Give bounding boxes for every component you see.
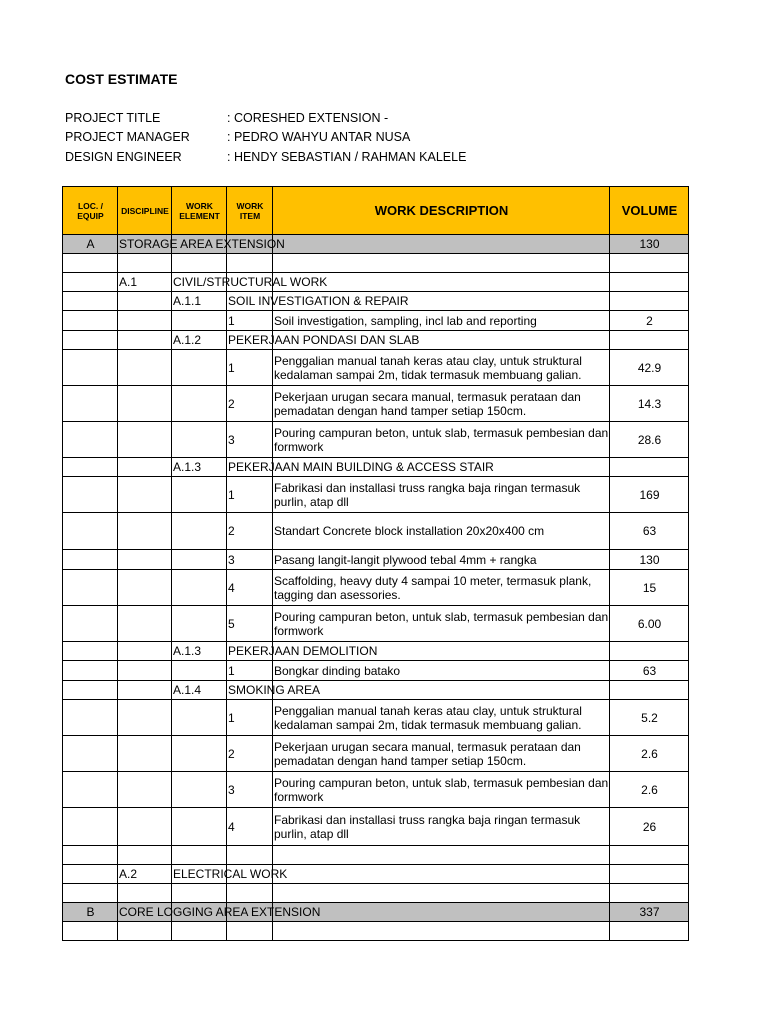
element-code: A.1.4 (173, 683, 202, 697)
work-item-row (63, 808, 689, 846)
table-cell (118, 642, 172, 661)
blank-row (63, 884, 689, 903)
table-cell (118, 386, 172, 422)
item-no: 4 (228, 580, 235, 595)
item-no-cell (227, 570, 273, 606)
cost-estimate-table (62, 186, 689, 941)
element-code: A.1.3 (173, 460, 202, 474)
work-element-row (63, 642, 689, 661)
table-cell (172, 884, 227, 903)
item-description: Pouring campuran beton, untuk slab, termasuk pembesian dan formwork (274, 609, 609, 638)
info-value: : HENDY SEBASTIAN / RAHMAN KALELE (227, 150, 467, 164)
table-cell (172, 700, 227, 736)
table-cell (273, 235, 610, 254)
volume-value: 337 (639, 905, 660, 919)
table-cell (118, 254, 172, 273)
section-loc: B (86, 905, 95, 919)
header-volume: VOLUME (610, 187, 689, 235)
item-description: Pekerjaan urugan secara manual, termasuk perataan dan pemadatan dengan hand tamper setiap 150cm. (274, 389, 581, 418)
volume-cell (610, 661, 689, 681)
table-cell (610, 292, 689, 311)
table-header-row (63, 187, 689, 235)
table-cell (172, 772, 227, 808)
volume-cell (610, 422, 689, 458)
volume-cell (610, 808, 689, 846)
volume-cell (610, 311, 689, 331)
element-code-cell (172, 331, 227, 350)
table-cell (610, 922, 689, 941)
work-item-row (63, 550, 689, 570)
table-cell (63, 331, 118, 350)
table-cell (63, 513, 118, 550)
table-cell (118, 570, 172, 606)
item-no: 4 (228, 819, 235, 834)
volume-cell (610, 235, 689, 254)
item-no-cell (227, 808, 273, 846)
item-no: 2 (228, 746, 235, 761)
item-no-cell (227, 550, 273, 570)
item-description-cell (273, 661, 610, 681)
table-cell (118, 513, 172, 550)
table-cell (118, 477, 172, 513)
table-cell (610, 884, 689, 903)
work-element-row (63, 458, 689, 477)
table-cell (172, 606, 227, 642)
element-title-cell (227, 458, 494, 477)
item-no-cell (227, 311, 273, 331)
volume-value: 2 (646, 313, 653, 328)
discipline-code-cell (118, 865, 172, 884)
table-cell (172, 311, 227, 331)
table-cell (172, 386, 227, 422)
item-description-cell (273, 311, 610, 331)
table-cell (63, 661, 118, 681)
volume-value: 169 (639, 487, 660, 502)
table-cell (273, 681, 610, 700)
item-description-cell (273, 513, 610, 550)
item-description-cell (273, 350, 610, 386)
element-code: A.1.3 (173, 644, 202, 658)
item-description: Bongkar dinding batako (274, 663, 401, 678)
table-body (63, 235, 689, 941)
item-description-cell (273, 772, 610, 808)
volume-cell (610, 570, 689, 606)
element-title: SOIL INVESTIGATION & REPAIR (228, 294, 409, 308)
volume-value: 26 (642, 819, 657, 834)
volume-cell (610, 606, 689, 642)
item-description-cell (273, 550, 610, 570)
header-discipline: DISCIPLINE (118, 187, 172, 235)
volume-value: 2.6 (641, 782, 658, 797)
item-description: Penggalian manual tanah keras atau clay, untuk struktural kedalaman sampai 2m, tidak termasuk membuang galian. (274, 353, 582, 382)
table-cell (172, 254, 227, 273)
volume-cell (610, 550, 689, 570)
table-cell (172, 550, 227, 570)
table-cell (610, 458, 689, 477)
discipline-title: ELECTRICAL WORK (173, 867, 288, 881)
item-description-cell (273, 570, 610, 606)
work-item-row (63, 386, 689, 422)
blank-row (63, 922, 689, 941)
element-code-cell (172, 458, 227, 477)
table-cell (610, 273, 689, 292)
work-item-row (63, 661, 689, 681)
volume-cell (610, 513, 689, 550)
item-no: 3 (228, 782, 235, 797)
header-work-description: WORK DESCRIPTION (273, 187, 610, 235)
section-row (63, 235, 689, 254)
section-loc: A (86, 237, 95, 251)
table-cell (118, 922, 172, 941)
discipline-code-cell (118, 273, 172, 292)
item-description-cell (273, 477, 610, 513)
table-cell (63, 922, 118, 941)
table-cell (273, 884, 610, 903)
info-value: : PEDRO WAHYU ANTAR NUSA (227, 130, 411, 144)
table-cell (63, 642, 118, 661)
info-label: DESIGN ENGINEER (65, 150, 182, 164)
volume-value: 130 (639, 237, 660, 251)
section-title-cell (118, 235, 285, 254)
element-title-cell (227, 681, 321, 700)
item-no: 1 (228, 663, 235, 678)
table-cell (63, 458, 118, 477)
volume-value: 6.00 (637, 616, 662, 631)
table-cell (63, 772, 118, 808)
table-cell (273, 903, 610, 922)
volume-cell (610, 477, 689, 513)
work-item-row (63, 772, 689, 808)
section-title: STORAGE AREA EXTENSION (119, 237, 285, 251)
volume-value: 28.6 (637, 432, 662, 447)
item-description: Fabrikasi dan installasi truss rangka baja ringan termasuk purlin, atap dll (274, 480, 581, 509)
header-work-element: WORK ELEMENT (172, 187, 227, 235)
table-cell (172, 570, 227, 606)
table-cell (172, 808, 227, 846)
table-cell (610, 865, 689, 884)
table-cell (172, 477, 227, 513)
table-cell (63, 254, 118, 273)
item-no: 3 (228, 432, 235, 447)
section-loc-cell (63, 235, 118, 254)
table-cell (63, 736, 118, 772)
table-cell (118, 550, 172, 570)
item-no: 2 (228, 396, 235, 411)
element-title-cell (227, 292, 409, 311)
item-description: Pasang langit-langit plywood tebal 4mm + rangka (274, 552, 537, 567)
table-cell (273, 254, 610, 273)
table-cell (118, 311, 172, 331)
header-loc: LOC. / EQUIP (63, 187, 118, 235)
work-item-row (63, 513, 689, 550)
item-no-cell (227, 700, 273, 736)
volume-value: 2.6 (641, 746, 658, 761)
work-item-row (63, 477, 689, 513)
document-title: COST ESTIMATE (65, 71, 178, 87)
table-cell (63, 477, 118, 513)
element-code: A.1.1 (173, 294, 202, 308)
table-cell (273, 922, 610, 941)
section-row (63, 903, 689, 922)
item-description: Penggalian manual tanah keras atau clay, untuk struktural kedalaman sampai 2m, tidak termasuk membuang galian. (274, 703, 582, 732)
item-no-cell (227, 736, 273, 772)
item-description-cell (273, 808, 610, 846)
table-cell (118, 808, 172, 846)
table-cell (63, 311, 118, 331)
discipline-row (63, 273, 689, 292)
item-no-cell (227, 350, 273, 386)
work-item-row (63, 606, 689, 642)
table-cell (63, 386, 118, 422)
work-element-row (63, 331, 689, 350)
table-cell (172, 846, 227, 865)
work-item-row (63, 422, 689, 458)
table-cell (63, 884, 118, 903)
element-title: PEKERJAAN DEMOLITION (228, 644, 378, 658)
table-cell (118, 458, 172, 477)
table-cell (63, 606, 118, 642)
item-no-cell (227, 606, 273, 642)
table-cell (118, 846, 172, 865)
volume-cell (610, 736, 689, 772)
table-cell (610, 681, 689, 700)
discipline-title-cell (172, 273, 328, 292)
item-description-cell (273, 606, 610, 642)
discipline-code: A.2 (119, 867, 138, 881)
table-cell (610, 642, 689, 661)
element-code-cell (172, 681, 227, 700)
discipline-title: CIVIL/STRUCTURAL WORK (173, 275, 328, 289)
table-cell (118, 681, 172, 700)
table-cell (172, 422, 227, 458)
item-description-cell (273, 422, 610, 458)
table-cell (63, 550, 118, 570)
table-cell (63, 681, 118, 700)
table-cell (118, 661, 172, 681)
item-no-cell (227, 513, 273, 550)
element-title: PEKERJAAN PONDASI DAN SLAB (228, 333, 420, 347)
item-description-cell (273, 386, 610, 422)
work-item-row (63, 700, 689, 736)
element-code-cell (172, 642, 227, 661)
table-cell (227, 254, 273, 273)
item-no-cell (227, 477, 273, 513)
item-description: Fabrikasi dan installasi truss rangka baja ringan termasuk purlin, atap dll (274, 812, 581, 841)
work-item-row (63, 311, 689, 331)
item-no-cell (227, 661, 273, 681)
table-cell (63, 846, 118, 865)
section-title: CORE LOGGING AREA EXTENSION (119, 905, 321, 919)
item-no-cell (227, 422, 273, 458)
table-cell (118, 606, 172, 642)
item-no: 1 (228, 360, 235, 375)
blank-row (63, 254, 689, 273)
table-cell (227, 884, 273, 903)
item-no: 1 (228, 487, 235, 502)
work-element-row (63, 292, 689, 311)
info-label: PROJECT MANAGER (65, 130, 190, 144)
item-no-cell (227, 386, 273, 422)
volume-value: 5.2 (641, 710, 658, 725)
element-code-cell (172, 292, 227, 311)
volume-cell (610, 386, 689, 422)
item-description-cell (273, 736, 610, 772)
item-description: Standart Concrete block installation 20x20x400 cm (274, 524, 545, 538)
volume-value: 130 (639, 552, 660, 567)
header-work-item: WORK ITEM (227, 187, 273, 235)
table-cell (610, 846, 689, 865)
table-cell (172, 350, 227, 386)
volume-cell (610, 772, 689, 808)
volume-cell (610, 903, 689, 922)
section-title-cell (118, 903, 321, 922)
element-title-cell (227, 331, 420, 350)
element-title: SMOKING AREA (228, 683, 321, 697)
table-cell (63, 700, 118, 736)
table-cell (172, 922, 227, 941)
volume-value: 42.9 (637, 360, 662, 375)
work-item-row (63, 570, 689, 606)
volume-value: 15 (642, 580, 657, 595)
item-no: 1 (228, 710, 235, 725)
item-no: 2 (228, 524, 235, 538)
element-title-cell (227, 642, 378, 661)
table-cell (273, 846, 610, 865)
table-cell (118, 884, 172, 903)
table-cell (63, 422, 118, 458)
discipline-row (63, 865, 689, 884)
work-item-row (63, 736, 689, 772)
item-no: 3 (228, 552, 235, 567)
table-cell (172, 661, 227, 681)
info-value: : CORESHED EXTENSION - (227, 111, 389, 125)
table-cell (63, 865, 118, 884)
volume-cell (610, 700, 689, 736)
table-cell (610, 254, 689, 273)
table-cell (172, 736, 227, 772)
table-cell (118, 772, 172, 808)
table-cell (227, 846, 273, 865)
table-cell (63, 808, 118, 846)
table-cell (227, 922, 273, 941)
table-cell (118, 422, 172, 458)
item-description: Pouring campuran beton, untuk slab, termasuk pembesian dan formwork (274, 775, 609, 804)
table-cell (63, 350, 118, 386)
item-description: Scaffolding, heavy duty 4 sampai 10 meter, termasuk plank, tagging dan asessories. (274, 573, 592, 602)
table-cell (610, 331, 689, 350)
volume-cell (610, 350, 689, 386)
discipline-code: A.1 (119, 275, 138, 289)
section-loc-cell (63, 903, 118, 922)
element-title: PEKERJAAN MAIN BUILDING & ACCESS STAIR (228, 460, 494, 474)
table-cell (63, 570, 118, 606)
item-description-cell (273, 700, 610, 736)
table-cell (118, 350, 172, 386)
table-cell (63, 292, 118, 311)
work-element-row (63, 681, 689, 700)
table-cell (273, 865, 610, 884)
volume-value: 63 (642, 524, 657, 538)
item-no: 1 (228, 313, 235, 328)
work-item-row (63, 350, 689, 386)
table-cell (63, 273, 118, 292)
table-cell (172, 513, 227, 550)
volume-value: 63 (642, 663, 657, 678)
item-no: 5 (228, 616, 235, 631)
info-label: PROJECT TITLE (65, 111, 161, 125)
table-cell (118, 736, 172, 772)
discipline-title-cell (172, 865, 288, 884)
item-description: Soil investigation, sampling, incl lab and reporting (274, 313, 537, 328)
item-no-cell (227, 772, 273, 808)
element-code: A.1.2 (173, 333, 202, 347)
table-cell (118, 292, 172, 311)
table-cell (118, 700, 172, 736)
table-cell (118, 331, 172, 350)
volume-value: 14.3 (637, 396, 662, 411)
item-description: Pekerjaan urugan secara manual, termasuk perataan dan pemadatan dengan hand tamper setiap 150cm. (274, 739, 581, 768)
item-description: Pouring campuran beton, untuk slab, termasuk pembesian dan formwork (274, 425, 609, 454)
blank-row (63, 846, 689, 865)
